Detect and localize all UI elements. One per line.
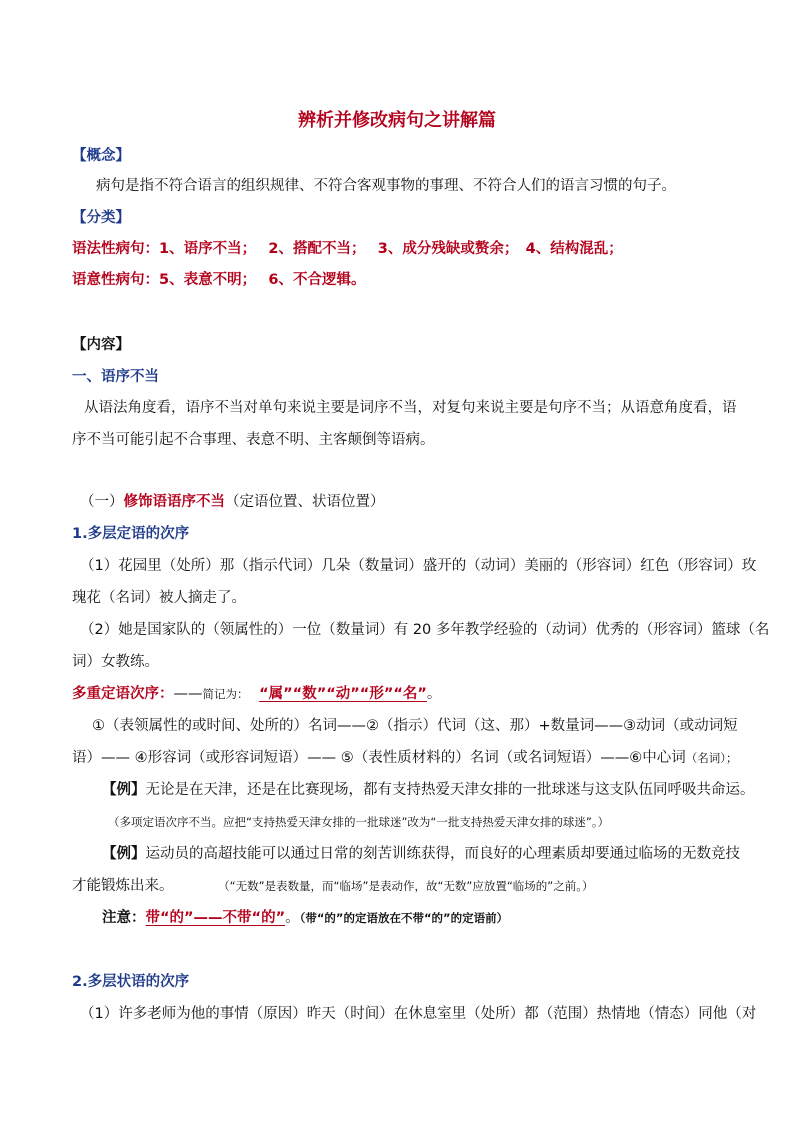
sub1-ex2-line2: 词）女教练。 <box>72 654 159 670</box>
grammar-category-line <box>72 239 623 259</box>
meaning-category-label: 语意性病句： <box>72 272 159 288</box>
section1-heading: 一、语序不当 <box>72 369 159 385</box>
sequence-line1: ①（表领属性的或时间、处所的）名词——②（指示）代词（这、那）+数量词——③动词（或动词短 <box>92 718 738 734</box>
page-title: 辨析并修改病句之讲解篇 <box>298 110 496 131</box>
example2-line1 <box>102 844 740 864</box>
grammar-category-items: 1、语序不当； 2、搭配不当； 3、成分残缺或赘余； 4、结构混乱； <box>159 241 623 257</box>
sub1-heading-rest: （定语位置、状语位置） <box>225 494 385 510</box>
attention-line <box>102 908 508 928</box>
example2-line2 <box>72 876 594 896</box>
sub1-ex1-line2: 瑰花（名词）被人摘走了。 <box>72 590 246 606</box>
order-dash: —— <box>173 686 203 702</box>
attention-label: 注意： <box>102 910 146 926</box>
sub1-ex2-line1: （2）她是国家队的（领属性的）一位（数量词）有 20 多年教学经验的（动词）优秀的（形容词）篮球（名 <box>80 622 770 638</box>
content-tag-label: 【内容】 <box>72 337 130 353</box>
sub2-ex1-line1: （1）许多老师为他的事情（原因）昨天（时间）在休息室里（处所）都（范围）热情地（情态）同他（对 <box>80 1006 757 1022</box>
order-label: 多重定语次序： <box>72 686 174 702</box>
example2-note: （“无数”是表数量，而“临场”是表动作，故“无数”应放置“临场的”之前。） <box>218 879 594 893</box>
meaning-category-items: 5、表意不明； 6、不合逻辑。 <box>159 272 366 288</box>
sub1-heading <box>80 492 385 512</box>
grammar-category-label: 语法性病句： <box>72 241 159 257</box>
example2-text-line1: 运动员的高超技能可以通过日常的刻苦训练获得，而良好的心理素质却要通过临场的无数竞技 <box>145 846 740 862</box>
sub1-heading-red: 修饰语语序不当 <box>123 494 225 510</box>
category-tag <box>72 208 130 228</box>
sequence-line2-note: （名词）； <box>685 751 738 765</box>
example2-tag: 【例】 <box>102 846 146 862</box>
example1-text: 无论是在天津，还是在比赛现场，都有支持热爱天津女排的一批球迷与这支队伍同呼吸共命运。 <box>145 782 755 798</box>
order-mnemonic: “属”“数”“动”“形”“名” <box>259 686 427 702</box>
example1-note: （多项定语次序不当。应把“支持热爱天津女排的一批球迷”改为“一批支持热爱天津女排的球迷”。） <box>108 815 610 829</box>
category-tag-label: 【分类】 <box>72 210 130 226</box>
order-end: 。 <box>426 686 442 702</box>
sub2-title: 2.多层状语的次序 <box>72 974 190 990</box>
order-line <box>72 684 441 704</box>
attention-rule: 带“的”——不带“的” <box>145 910 286 926</box>
example1-tag: 【例】 <box>102 782 146 798</box>
section1-intro-line1: 从语法角度看，语序不当对单句来说主要是词序不当，对复句来说主要是句序不当；从语意角度看，语 <box>84 400 737 416</box>
order-note: 简记为： <box>202 687 249 701</box>
sub1-title: 1.多层定语的次序 <box>72 526 190 542</box>
concept-tag <box>72 146 130 166</box>
sub1-heading-num: （一） <box>80 494 124 510</box>
content-tag <box>72 335 130 355</box>
sequence-line2 <box>72 748 737 768</box>
attention-end: 。 <box>285 910 300 926</box>
example1-line <box>102 780 755 800</box>
meaning-category-line <box>72 270 365 290</box>
sub1-ex1-line1: （1）花园里（处所）那（指示代词）几朵（数量词）盛开的（动词）美丽的（形容词）红色（形容词）玫 <box>80 558 757 574</box>
attention-note: （带“的”的定语放在不带“的”的定语前） <box>299 911 509 925</box>
section1-intro-line2: 序不当可能引起不合事理、表意不明、主客颠倒等语病。 <box>72 432 435 448</box>
concept-tag-label: 【概念】 <box>72 148 130 164</box>
example2-text-line2: 才能锻炼出来。 <box>72 878 174 894</box>
sequence-line2-main: 语）—— ④形容词（或形容词短语）—— ⑤（表性质材料的）名词（或名词短语）——⑥中心词 <box>72 750 686 766</box>
concept-text: 病句是指不符合语言的组织规律、不符合客观事物的事理、不符合人们的语言习惯的句子。 <box>96 178 676 194</box>
